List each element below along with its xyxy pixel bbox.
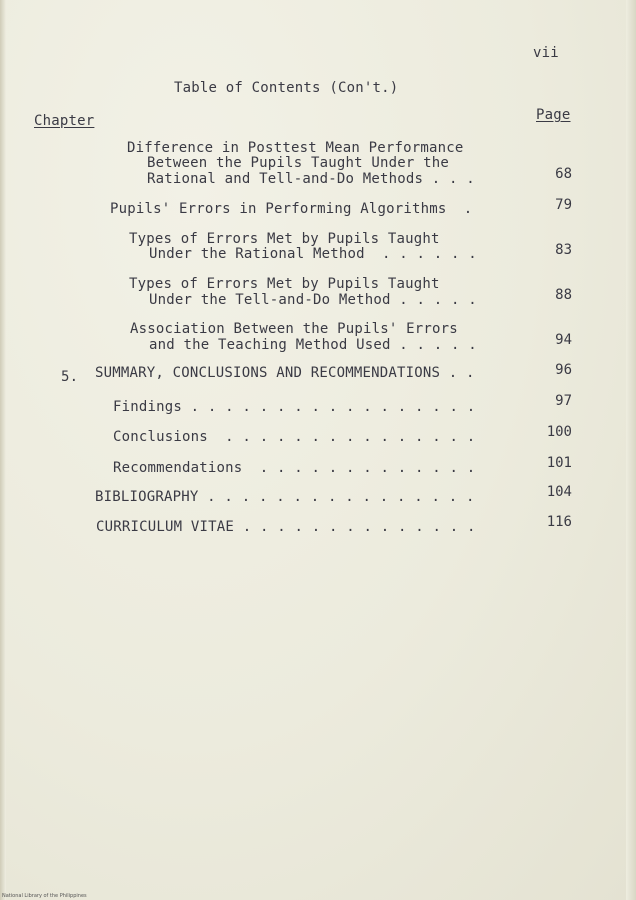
toc-page-number: 100	[546, 424, 572, 440]
toc-entry-line: Association Between the Pupils' Errors	[130, 321, 458, 337]
toc-entry-line: Rational and Tell-and-Do Methods . . .	[147, 171, 475, 187]
toc-page-number: 68	[555, 166, 572, 182]
toc-entry-line: Under the Rational Method . . . . . .	[149, 246, 477, 262]
toc-entry-line: Difference in Posttest Mean Performance	[127, 140, 464, 156]
toc-page-number: 79	[555, 197, 572, 213]
toc-page-number: 88	[555, 287, 572, 303]
toc-page-number: 97	[555, 393, 572, 409]
toc-entry-line: Findings . . . . . . . . . . . . . . . . .	[113, 399, 476, 415]
page-edge-right	[626, 0, 636, 900]
toc-entry-line: and the Teaching Method Used . . . . .	[149, 337, 477, 353]
toc-page-number: 116	[546, 514, 572, 530]
toc-entry-line: Recommendations . . . . . . . . . . . . .	[113, 460, 476, 476]
chapter-number: 5.	[61, 369, 79, 385]
toc-entry-line: BIBLIOGRAPHY . . . . . . . . . . . . . . . .	[95, 489, 475, 505]
toc-entry-line: Conclusions . . . . . . . . . . . . . . .	[113, 429, 476, 445]
page-roman-numeral: vii	[533, 45, 559, 61]
toc-entry-line: CURRICULUM VITAE . . . . . . . . . . . . . .	[96, 519, 476, 535]
toc-page-number: 104	[546, 484, 572, 500]
page-title: Table of Contents (Con't.)	[174, 80, 399, 96]
archive-footer: National Library of the Philippines	[2, 893, 87, 899]
toc-entry-line: Types of Errors Met by Pupils Taught	[129, 276, 440, 292]
page-column-label: Page	[536, 107, 571, 123]
toc-entry-line: Pupils' Errors in Performing Algorithms .	[110, 201, 473, 217]
toc-entry-line: Types of Errors Met by Pupils Taught	[129, 231, 440, 247]
page-edge-left	[0, 0, 6, 900]
toc-page-number: 101	[546, 455, 572, 471]
toc-chapter-heading: SUMMARY, CONCLUSIONS AND RECOMMENDATIONS . .	[95, 365, 475, 381]
toc-entry-line: Under the Tell-and-Do Method . . . . .	[149, 292, 477, 308]
chapter-column-label: Chapter	[34, 113, 95, 129]
toc-page-number: 94	[555, 332, 572, 348]
toc-page-number: 96	[555, 362, 572, 378]
toc-entry-line: Between the Pupils Taught Under the	[147, 155, 450, 171]
toc-page-number: 83	[555, 242, 572, 258]
